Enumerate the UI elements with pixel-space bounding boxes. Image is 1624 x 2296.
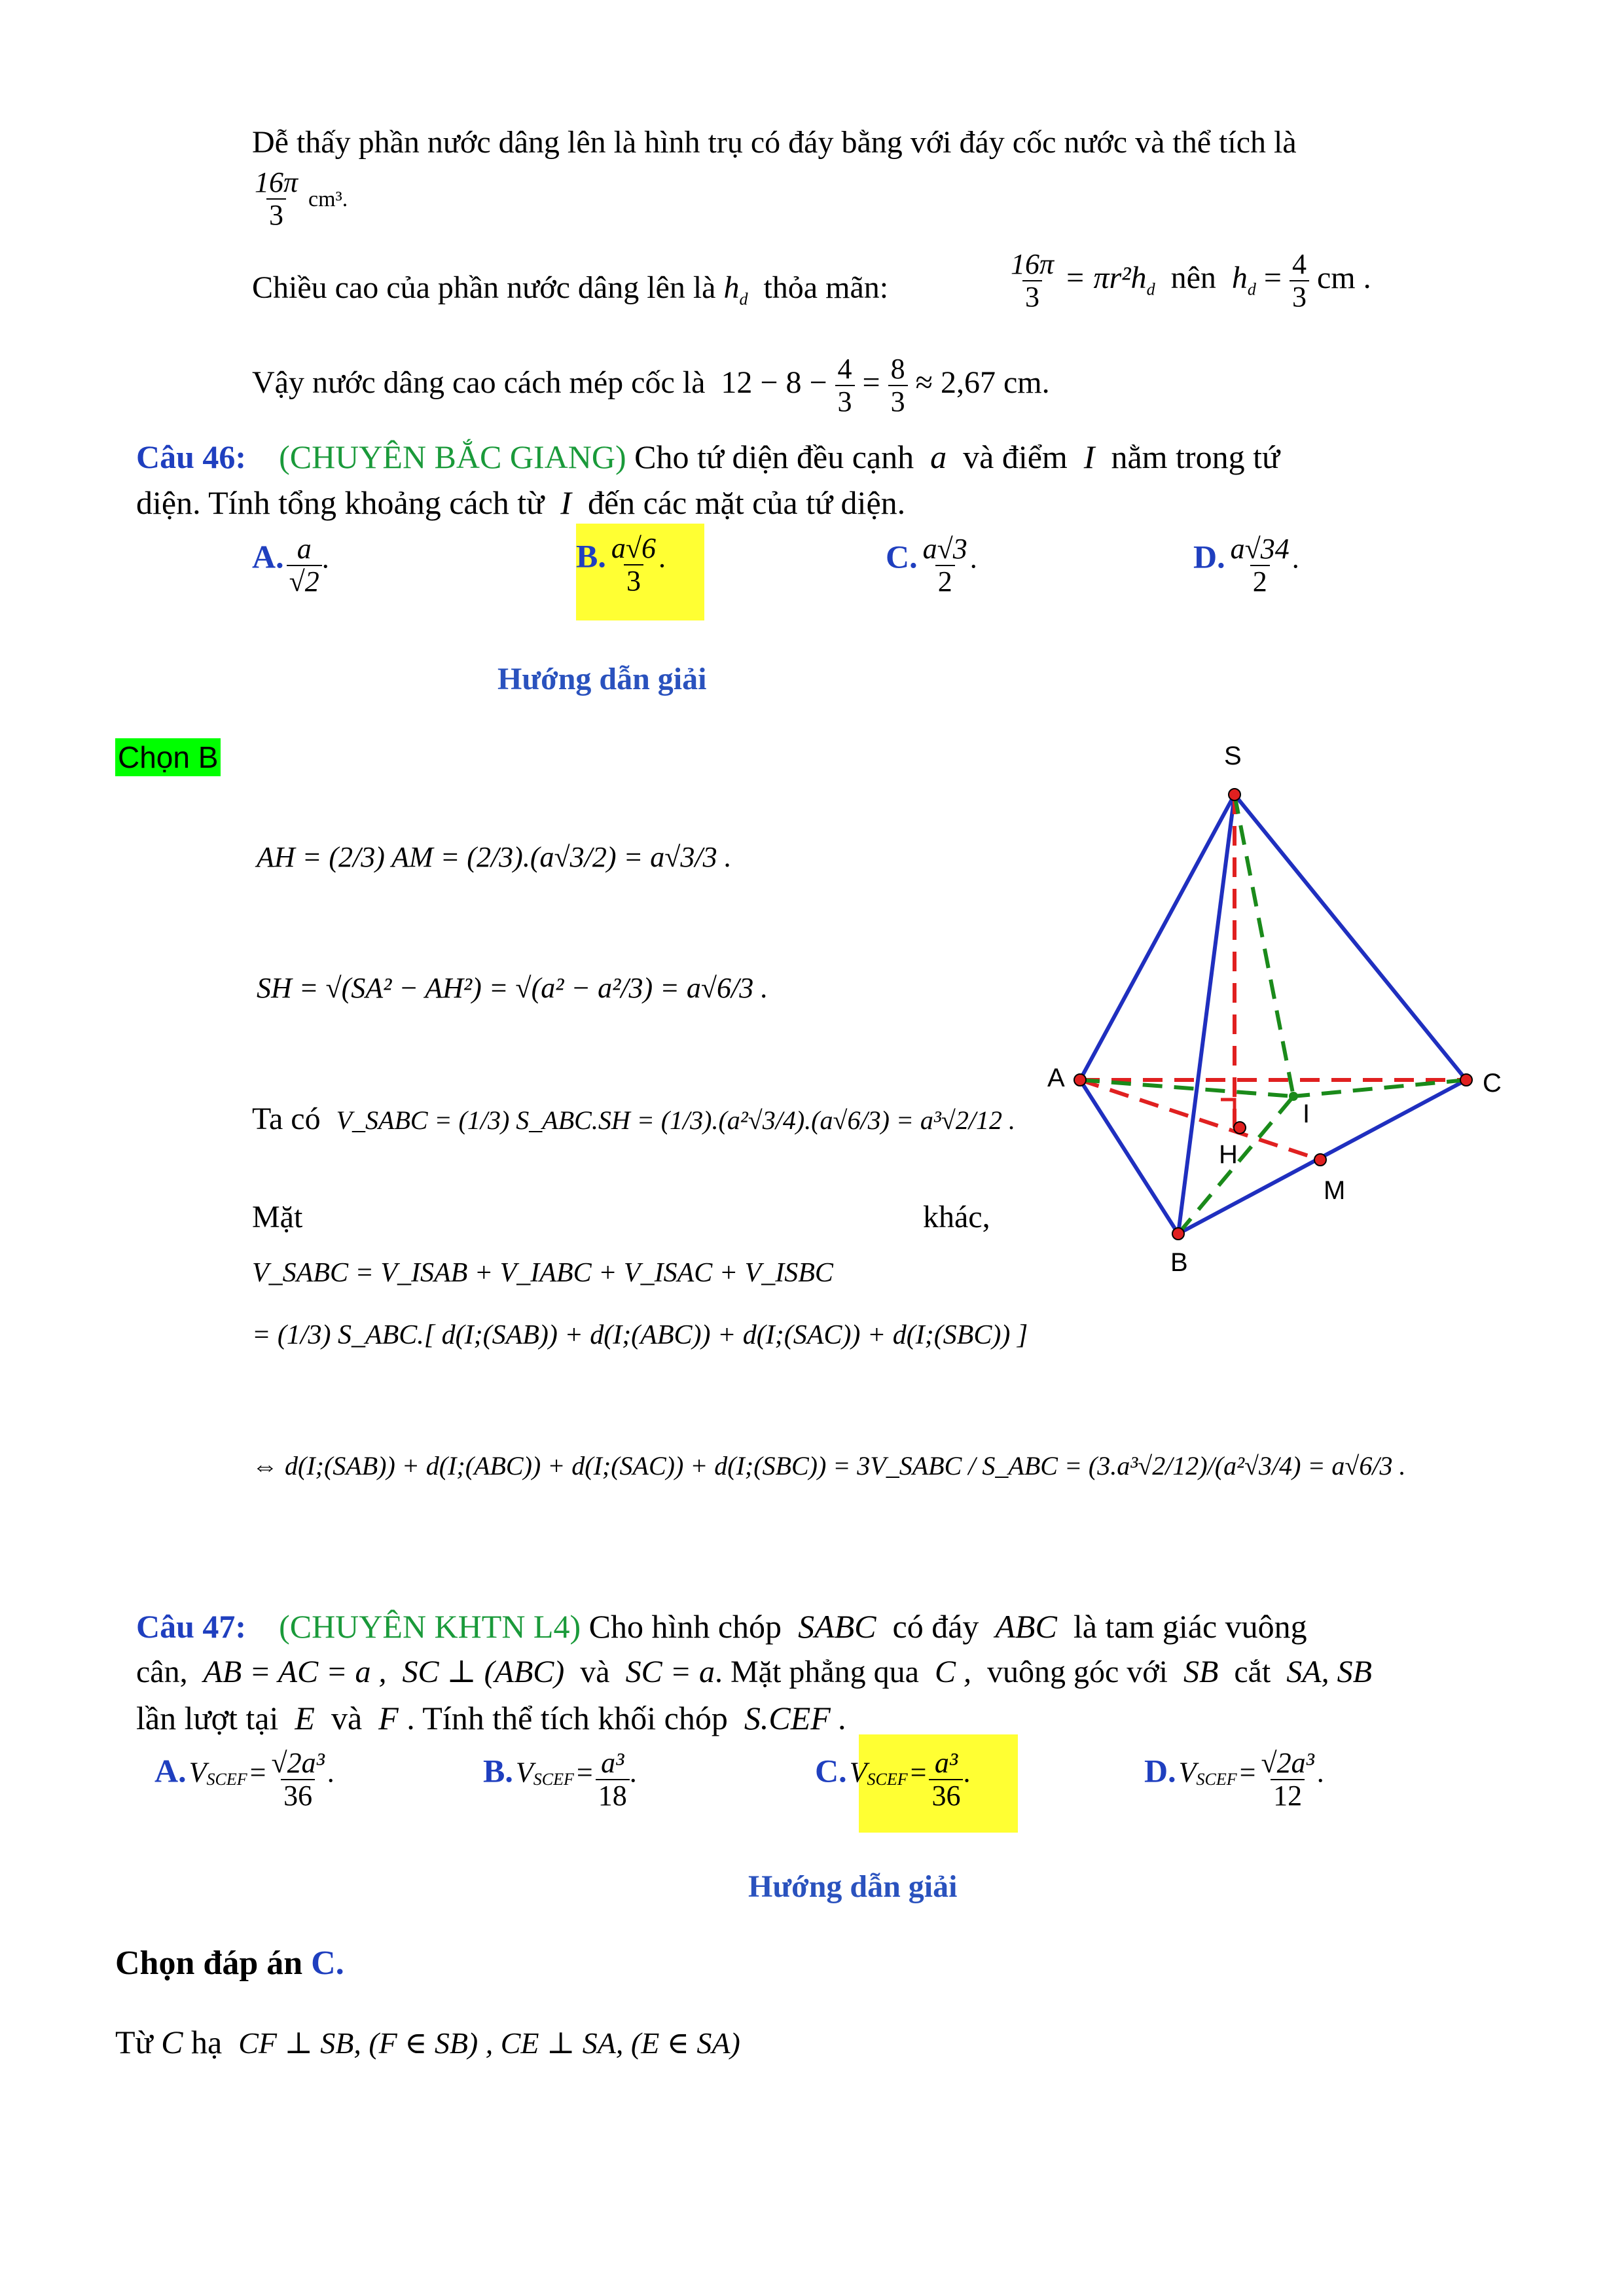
point-b [1172,1228,1184,1240]
point-i [1289,1092,1298,1101]
hd-denominator: 3 [1290,280,1309,313]
option-letter: C. [815,1752,847,1789]
option-denominator: √2 [287,565,322,598]
option-denominator: 2 [1250,565,1270,598]
hd-var: h [723,270,740,305]
edge-ab [1080,1080,1178,1234]
q47-line3a: lần lượt tại [136,1700,279,1736]
option-denominator: 2 [935,565,955,598]
hd-val-lhs: h [1231,260,1248,296]
point-m [1314,1154,1326,1166]
intro-text: Dễ thấy phần nước dâng lên là hình trụ có đáy bằng với đáy cốc nước và thể tích là [252,125,1297,160]
volume-prefix: Ta có [252,1102,321,1136]
q46-guide-heading: Hướng dẫn giải [497,662,707,696]
last-c: C [161,2024,183,2060]
q47-f: F [378,1700,399,1736]
q46-option-a[interactable]: A. $\frac{a}{√2}$ . [252,533,329,598]
label-b: B [1170,1248,1188,1277]
q47-guide-heading: Hướng dẫn giải [748,1869,958,1904]
option-numerator: a³ [601,1747,624,1779]
hd-fraction [1290,249,1309,313]
q46-line2b: đến các mặt của tứ diện. [587,484,906,521]
q47-text1: Cho hình chóp [588,1608,782,1645]
q47-option-a[interactable]: A. VSCEF = $\frac{\text{√2a³}}{36}$ . [154,1747,334,1812]
line3-f1-den: 3 [835,385,855,418]
q46-line2a: diện. Tính tổng khoảng cách từ [136,484,545,521]
option-letter: B. [483,1752,513,1789]
q47-line2c: vuông góc với [986,1655,1168,1689]
option-denominator: 12 [1271,1779,1305,1812]
line2-text: Chiều cao của phần nước dâng lên là [252,270,716,305]
line3-f1-num: 4 [837,353,852,385]
q46-final-line: ⇔ d(I;(SAB)) + d(I;(ABC)) + d(I;(SAC)) + d(I;(SBC)) = 3V_SABC / S_ABC = (3.a³√2/12)/(a²√3/4) = a√6/3 . [252,1451,1406,1480]
line3-frac2 [888,353,908,418]
q46-var-i: I [1083,439,1095,475]
option-letter: D. [1144,1752,1176,1789]
option-denominator: 18 [596,1779,630,1812]
choice-text: Chọn đáp án [115,1945,303,1982]
option-letter: C. [886,538,918,575]
point-c [1460,1074,1472,1086]
q46-khac: khác, [923,1200,990,1234]
q47-line-3 [136,1698,847,1738]
tetrahedron-figure [1021,733,1545,1283]
q46-sh-line: SH = √(SA² − AH²) = √(a² − a²/3) = a√6/3 . [257,972,768,1004]
option-letter: D. [1193,538,1225,575]
option-fraction [268,1748,327,1812]
eq-numerator: 16π [1011,248,1055,280]
q47-va2: và [331,1700,363,1736]
option-sub: SCEF [1196,1769,1237,1789]
option-numerator: √2a³ [271,1747,325,1779]
option-fraction [929,1748,963,1812]
q47-sc: SC ⊥ (ABC) [402,1655,565,1689]
option-letter: A. [154,1752,187,1789]
q47-option-c-content[interactable]: C. VSCEF = $\frac{\text{a³}}{36}$ . [815,1747,971,1812]
label-h: H [1219,1140,1238,1169]
option-fraction [920,533,970,598]
q47-label: Câu 47: [136,1608,247,1645]
q47-last-line [115,2022,740,2063]
line3-eq: = [862,365,880,401]
eq-rhs-sub: d [1146,279,1155,299]
option-fraction [1258,1748,1316,1812]
line3-frac1 [835,353,855,418]
q46-line2-var: I [560,484,571,521]
line3-expr: 12 − 8 − [721,365,827,401]
option-lhs: V [849,1756,867,1789]
intro-line-2 [252,268,888,319]
q47-line2b: . Mặt phẳng qua [715,1655,919,1689]
q47-option-b[interactable]: B. VSCEF = $\frac{\text{a³}}{18}$ . [483,1747,637,1812]
q47-line2d: cắt [1234,1655,1271,1689]
option-numerator: a³ [934,1747,958,1779]
q47-line-2 [136,1653,1372,1692]
intro-volume [252,167,348,231]
option-fraction [609,533,659,597]
option-sub: SCEF [533,1769,574,1789]
q46-sum-line: V_SABC = V_ISAB + V_IABC + V_ISAC + V_ISBC [252,1258,833,1288]
option-numerator: a√34 [1230,533,1290,565]
q47-scef: S.CEF . [744,1700,847,1736]
q46-option-b[interactable]: B. $\frac{a√6}{3}$ . [576,524,704,620]
line3-f2-num: 8 [890,353,905,385]
median-am [1080,1080,1320,1160]
hd-val-sub: d [1247,279,1256,299]
q47-text2: có đáy [892,1608,979,1645]
q47-line-1 [136,1607,1307,1646]
eq-fraction [1008,249,1056,313]
option-letter: A. [252,538,284,575]
q47-line3b: . Tính thể tích khối chóp [406,1700,728,1736]
option-sub: SCEF [867,1769,908,1789]
option-lhs: V [1178,1756,1197,1789]
volume-unit: cm³. [308,187,348,212]
option-numerator: a [297,533,312,565]
option-lhs: V [515,1756,533,1789]
q46-var-a: a [930,439,947,475]
option-fraction [596,1748,630,1812]
option-fraction [287,533,322,598]
q47-line2a: cân, [136,1655,188,1689]
q46-mat: Mặt [252,1200,303,1234]
choice-letter: C. [311,1945,344,1982]
option-lhs: V [189,1756,207,1789]
q47-abc: ABC [995,1608,1057,1645]
option-sub: SCEF [206,1769,247,1789]
option-denominator: 36 [281,1779,315,1812]
hd-numerator: 4 [1291,248,1307,280]
label-s: S [1224,742,1242,770]
q47-e: E [295,1700,315,1736]
q46-text3: nằm trong tứ [1111,439,1280,475]
intro-line-1 [252,123,1297,162]
label-c: C [1483,1069,1502,1098]
q46-text1: Cho tứ diện đều cạnh [634,439,914,475]
eq-denominator: 3 [1022,280,1042,313]
label-i: I [1303,1100,1310,1128]
q46-option-c[interactable]: C. $\frac{a√3}{2}$ . [886,533,977,598]
point-a [1074,1074,1086,1086]
line3-result: ≈ 2,67 cm. [915,365,1050,401]
hd-val-eq: = [1263,260,1282,296]
volume-denominator: 3 [266,198,286,231]
q47-ab: AB = AC = a , [203,1655,387,1689]
option-numerator: a√3 [922,533,967,565]
option-denominator: 36 [929,1779,963,1812]
line-ai [1080,1080,1293,1096]
last-a: Từ [115,2024,153,2060]
last-expr: CF ⊥ SB, (F ∈ SB) , CE ⊥ SA, (E ∈ SA) [238,2026,740,2060]
q46-source: (CHUYÊN BẮC GIANG) [279,439,626,475]
option-letter: B. [576,537,606,575]
point-h [1234,1122,1246,1134]
line3-f2-den: 3 [888,385,908,418]
label-a: A [1047,1064,1065,1092]
q47-sabc: SABC [798,1608,876,1645]
option-numerator: √2a³ [1261,1747,1314,1779]
q46-volume-row [252,1100,1015,1140]
q46-ah-line: AH = (2/3) AM = (2/3).(a√3/2) = a√3/3 . [257,841,732,873]
q46-text2: và điểm [963,439,1068,475]
edge-sc [1235,795,1466,1080]
line2-mid: thỏa mãn: [763,270,889,305]
q47-text3: là tam giác vuông [1073,1608,1307,1645]
intro-line-2-eq [1008,249,1371,313]
hd-unit: cm . [1316,260,1371,296]
q47-va: và [580,1655,610,1689]
point-s [1229,789,1240,800]
option-fraction [1228,533,1292,598]
q47-choice [115,1944,344,1983]
last-b: hạ [191,2024,223,2060]
hd-sub: d [739,289,748,309]
intro-line-3 [252,353,1050,418]
option-numerator: a√6 [611,532,657,564]
q46-option-d[interactable]: D. $\frac{a√34}{2}$ . [1193,533,1299,598]
line3-text: Vậy nước dâng cao cách mép cốc là [252,365,706,401]
q47-c: C , [934,1655,971,1689]
q46-line-1 [136,437,1280,476]
label-m: M [1324,1176,1346,1205]
volume-line: V_SABC = (1/3) S_ABC.SH = (1/3).(a²√3/4).(a√6/3) = a³√2/12 . [336,1105,1015,1135]
right-angle-mark [1221,1100,1235,1113]
q47-sca: SC = a [625,1655,715,1689]
q47-option-d[interactable]: D. VSCEF = $\frac{\text{√2a³}}{12}$ . [1144,1747,1324,1812]
q47-sb: SB [1183,1655,1219,1689]
eq-rhs: = πr²h [1064,260,1147,296]
volume-fraction [252,167,300,231]
line-si [1235,795,1293,1096]
q47-sasb: SA, SB [1286,1655,1372,1689]
option-denominator: 3 [624,564,643,597]
q46-choice: Chọn B [115,738,221,776]
q46-sum-line-2: = (1/3) S_ABC.[ d(I;(SAB)) + d(I;(ABC)) + d(I;(SAC)) + d(I;(SBC)) ] [252,1320,1028,1350]
q46-label: Câu 46: [136,439,247,475]
volume-numerator: 16π [255,166,298,198]
line2-then: nên [1170,260,1216,296]
q46-line-2 [136,483,905,522]
edge-sa [1080,795,1235,1080]
q47-source: (CHUYÊN KHTN L4) [279,1608,581,1645]
